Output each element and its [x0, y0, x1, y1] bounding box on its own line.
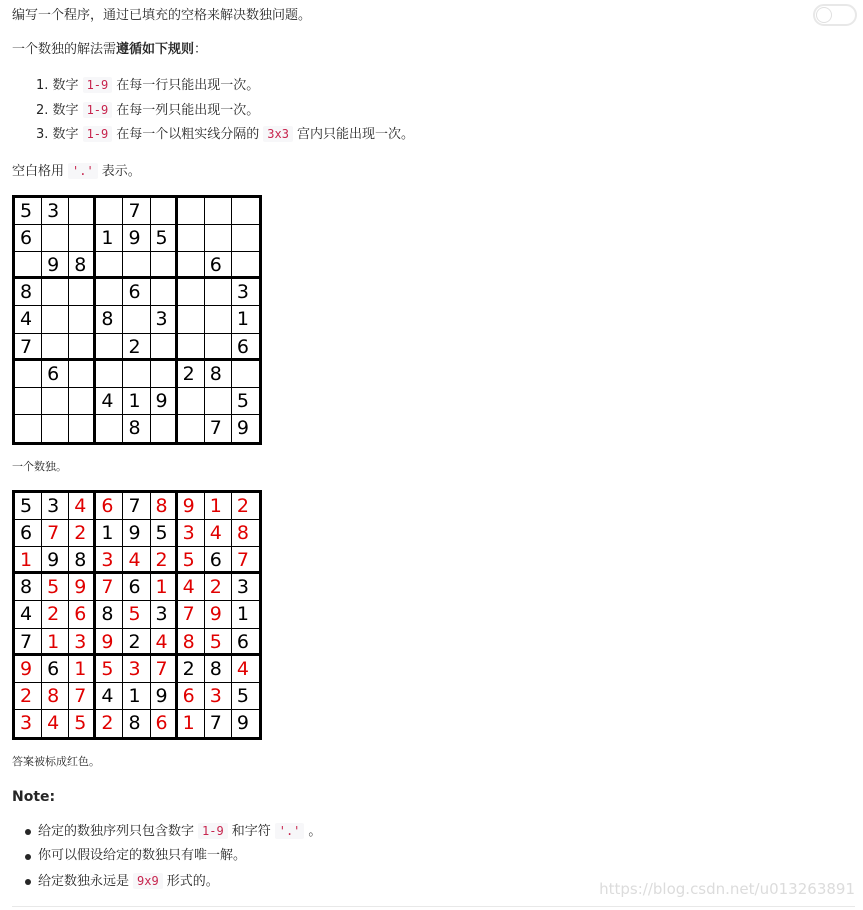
sudoku-cell: 7: [178, 601, 205, 628]
sudoku-cell: 4: [15, 306, 42, 333]
sudoku-cell: 9: [42, 547, 69, 574]
rules-title-prefix: 一个数独的解法需: [12, 42, 117, 57]
sudoku-cell: 3: [69, 629, 96, 656]
sudoku-cell: 7: [205, 415, 232, 442]
sudoku-cell: 5: [69, 710, 96, 737]
sudoku-cell: 1: [96, 520, 123, 547]
note-text: 形式的。: [166, 874, 219, 889]
sudoku-cell: [232, 361, 259, 388]
inline-code: '.': [275, 823, 305, 839]
sudoku-cell: 8: [15, 279, 42, 306]
empty-cell-note: [12, 162, 141, 181]
sudoku-cell: 4: [96, 388, 123, 415]
note-item: [22, 822, 321, 847]
sudoku-cell: 5: [96, 656, 123, 683]
sudoku-cell: [15, 415, 42, 442]
note-list: [36, 822, 335, 897]
note-text: 给定数独永远是: [38, 874, 130, 889]
sudoku-cell: 4: [123, 547, 150, 574]
note-text: 。: [308, 824, 322, 839]
sudoku-cell: 3: [232, 574, 259, 601]
sudoku-cell: 5: [15, 198, 42, 225]
sudoku-cell: 1: [151, 574, 178, 601]
sudoku-cell: [69, 415, 96, 442]
sudoku-cell: 6: [15, 225, 42, 252]
sudoku-cell: [151, 279, 178, 306]
sudoku-cell: 9: [69, 574, 96, 601]
sudoku-cell: 6: [96, 493, 123, 520]
sudoku-cell: 2: [96, 710, 123, 737]
sudoku-cell: 9: [178, 493, 205, 520]
rule-text: 数字: [52, 78, 79, 93]
sudoku-cell: 8: [205, 656, 232, 683]
sudoku-cell: 7: [42, 520, 69, 547]
sudoku-cell: 2: [232, 493, 259, 520]
rule-text: 在每一行只能出现一次。: [116, 78, 260, 93]
sudoku-cell: [232, 225, 259, 252]
sudoku-cell: [42, 225, 69, 252]
sudoku-cell: 8: [178, 629, 205, 656]
sudoku-cell: 4: [96, 683, 123, 710]
rules-title-suffix: ：: [194, 42, 208, 57]
inline-code: 1-9: [198, 823, 228, 839]
sudoku-cell: 5: [232, 388, 259, 415]
sudoku-cell: 2: [178, 361, 205, 388]
sudoku-cell: 2: [178, 656, 205, 683]
sudoku-cell: 7: [205, 710, 232, 737]
sudoku-cell: 2: [123, 334, 150, 361]
sudoku-cell: 5: [151, 225, 178, 252]
note-title: Note:: [12, 789, 56, 805]
sudoku-cell: [42, 279, 69, 306]
sudoku-cell: 2: [123, 629, 150, 656]
rule-text: 宫内只能出现一次。: [296, 127, 414, 142]
sudoku-cell: [205, 306, 232, 333]
sudoku-cell: 1: [232, 306, 259, 333]
sudoku-cell: 9: [123, 520, 150, 547]
sudoku-cell: 3: [15, 710, 42, 737]
note-item: [22, 847, 321, 872]
sudoku-cell: [69, 361, 96, 388]
sudoku-cell: [151, 198, 178, 225]
solution-caption: 答案被标成红色。: [12, 755, 100, 768]
sudoku-cell: 8: [15, 574, 42, 601]
sudoku-cell: [178, 252, 205, 279]
sudoku-cell: [96, 252, 123, 279]
sudoku-cell: [96, 334, 123, 361]
sudoku-cell: 8: [205, 361, 232, 388]
sudoku-cell: [151, 252, 178, 279]
sudoku-cell: [123, 306, 150, 333]
sudoku-cell: [151, 415, 178, 442]
toggle-knob: [817, 8, 831, 22]
sudoku-cell: [232, 198, 259, 225]
sudoku-cell: [232, 252, 259, 279]
sudoku-cell: 6: [151, 710, 178, 737]
rules-title: [12, 41, 207, 59]
inline-code: 3x3: [263, 126, 293, 142]
sudoku-cell: 3: [205, 683, 232, 710]
sudoku-cell: 9: [123, 225, 150, 252]
rules-title-bold: 遵循如下规则: [116, 42, 195, 57]
sudoku-cell: 8: [69, 252, 96, 279]
sudoku-cell: [178, 306, 205, 333]
sudoku-cell: [42, 388, 69, 415]
rule-text: 在每一个以粗实线分隔的: [116, 127, 260, 142]
sudoku-cell: 8: [96, 306, 123, 333]
sudoku-cell: [178, 225, 205, 252]
sudoku-cell: 8: [42, 683, 69, 710]
divider: [12, 906, 855, 907]
sudoku-cell: 3: [232, 279, 259, 306]
sudoku-cell: [96, 361, 123, 388]
sudoku-cell: 4: [232, 656, 259, 683]
sudoku-cell: 9: [236, 711, 249, 734]
rule-text: 数字: [52, 127, 79, 142]
inline-code: 1-9: [83, 126, 113, 142]
toggle-switch[interactable]: [813, 4, 857, 26]
sudoku-cell: 3: [123, 656, 150, 683]
sudoku-cell: 9: [205, 601, 232, 628]
sudoku-cell: [96, 279, 123, 306]
sudoku-cell: 6: [123, 279, 150, 306]
sudoku-cell: [96, 198, 123, 225]
sudoku-cell: 7: [15, 629, 42, 656]
empty-note-text: 表示。: [101, 164, 141, 179]
sudoku-cell: [69, 306, 96, 333]
sudoku-puzzle-grid: [12, 195, 262, 445]
inline-code: 1-9: [83, 77, 113, 93]
sudoku-cell: [69, 198, 96, 225]
sudoku-cell: 1: [232, 601, 259, 628]
note-item: [22, 872, 321, 897]
sudoku-cell: 4: [15, 601, 42, 628]
note-text: 你可以假设给定的数独只有唯一解。: [38, 848, 247, 863]
note-text: 和字符: [231, 824, 271, 839]
sudoku-cell: 7: [123, 493, 150, 520]
sudoku-cell: 1: [96, 225, 123, 252]
rule-marker: 2.: [36, 102, 49, 118]
sudoku-cell: 5: [151, 520, 178, 547]
rule-item: [36, 125, 414, 150]
sudoku-cell: [69, 388, 96, 415]
sudoku-cell: 2: [15, 683, 42, 710]
sudoku-cell: 4: [42, 710, 69, 737]
sudoku-cell: 4: [205, 520, 232, 547]
sudoku-cell: 7: [123, 198, 150, 225]
sudoku-cell: 8: [232, 520, 259, 547]
rule-marker: 1.: [36, 78, 49, 93]
sudoku-cell: 6: [15, 520, 42, 547]
sudoku-cell: 3: [151, 601, 178, 628]
sudoku-cell: 6: [69, 601, 96, 628]
sudoku-cell: [42, 415, 69, 442]
sudoku-cell: 5: [232, 683, 259, 710]
rule-marker: 3.: [36, 127, 49, 142]
sudoku-cell: 4: [151, 629, 178, 656]
sudoku-cell: [42, 306, 69, 333]
sudoku-cell: 5: [205, 629, 232, 656]
bullet-icon: [25, 879, 31, 885]
sudoku-cell: [42, 334, 69, 361]
sudoku-cell: 9: [236, 416, 249, 439]
sudoku-cell: 1: [205, 493, 232, 520]
sudoku-cell: 6: [123, 574, 150, 601]
empty-note-text: 空白格用: [12, 164, 65, 179]
sudoku-cell: [15, 361, 42, 388]
sudoku-cell: [123, 252, 150, 279]
sudoku-cell: 2: [205, 574, 232, 601]
sudoku-cell: 7: [96, 574, 123, 601]
sudoku-cell: 8: [69, 547, 96, 574]
sudoku-cell: 2: [151, 547, 178, 574]
sudoku-cell: 3: [42, 198, 69, 225]
sudoku-cell: 1: [42, 629, 69, 656]
sudoku-cell: 7: [15, 334, 42, 361]
sudoku-cell: [69, 334, 96, 361]
bullet-icon: [25, 829, 31, 835]
sudoku-cell: [15, 252, 42, 279]
sudoku-cell: 1: [178, 710, 205, 737]
sudoku-cell: 6: [232, 629, 259, 656]
inline-code: '.': [68, 163, 98, 179]
sudoku-cell: 1: [123, 388, 150, 415]
inline-code: 1-9: [83, 102, 113, 118]
sudoku-cell: 8: [151, 493, 178, 520]
sudoku-cell: 2: [42, 601, 69, 628]
sudoku-cell: [205, 334, 232, 361]
rule-text: 数字: [52, 102, 79, 118]
sudoku-cell: 6: [42, 656, 69, 683]
sudoku-cell: 8: [123, 710, 150, 737]
rule-item: [36, 76, 414, 101]
sudoku-cell: 5: [123, 601, 150, 628]
sudoku-cell: 9: [96, 629, 123, 656]
sudoku-cell: [151, 334, 178, 361]
puzzle-caption: 一个数独。: [12, 460, 67, 473]
sudoku-cell: [178, 388, 205, 415]
inline-code: 9x9: [133, 873, 163, 889]
watermark: https://blog.csdn.net/u013263891: [599, 880, 855, 898]
sudoku-cell: 3: [96, 547, 123, 574]
sudoku-cell: 9: [151, 683, 178, 710]
sudoku-cell: [178, 198, 205, 225]
sudoku-cell: [205, 198, 232, 225]
sudoku-cell: 2: [69, 520, 96, 547]
sudoku-cell: 5: [178, 547, 205, 574]
sudoku-cell: 8: [123, 415, 150, 442]
sudoku-cell: [178, 279, 205, 306]
note-text: 给定的数独序列只包含数字: [38, 824, 195, 839]
sudoku-solution-grid: [12, 490, 262, 740]
rules-list: [36, 76, 414, 150]
sudoku-cell: 7: [151, 656, 178, 683]
sudoku-cell: 4: [69, 493, 96, 520]
rule-text: 在每一列只能出现一次。: [116, 102, 260, 118]
sudoku-cell: 1: [123, 683, 150, 710]
sudoku-cell: [151, 361, 178, 388]
sudoku-cell: 5: [15, 493, 42, 520]
sudoku-cell: 6: [232, 334, 259, 361]
sudoku-cell: 7: [232, 547, 259, 574]
sudoku-cell: 7: [69, 683, 96, 710]
sudoku-cell: [96, 415, 123, 442]
rule-item: [36, 101, 414, 126]
sudoku-cell: 6: [42, 361, 69, 388]
sudoku-cell: [69, 225, 96, 252]
sudoku-cell: [205, 388, 232, 415]
sudoku-cell: [205, 225, 232, 252]
sudoku-cell: 3: [42, 493, 69, 520]
sudoku-cell: 6: [205, 252, 232, 279]
sudoku-cell: 6: [178, 683, 205, 710]
sudoku-cell: 3: [151, 306, 178, 333]
sudoku-cell: [123, 361, 150, 388]
sudoku-cell: 4: [178, 574, 205, 601]
sudoku-cell: [205, 279, 232, 306]
sudoku-cell: 5: [42, 574, 69, 601]
problem-intro: 编写一个程序，通过已填充的空格来解决数独问题。: [12, 8, 312, 23]
sudoku-cell: 3: [178, 520, 205, 547]
sudoku-cell: 9: [15, 656, 42, 683]
sudoku-cell: [69, 279, 96, 306]
sudoku-cell: 9: [151, 388, 178, 415]
sudoku-cell: 8: [96, 601, 123, 628]
sudoku-cell: [178, 415, 205, 442]
sudoku-cell: [15, 388, 42, 415]
sudoku-cell: 9: [42, 252, 69, 279]
sudoku-cell: 1: [69, 656, 96, 683]
sudoku-cell: [178, 334, 205, 361]
sudoku-cell: 6: [205, 547, 232, 574]
bullet-icon: [25, 854, 31, 860]
sudoku-cell: 1: [15, 547, 42, 574]
